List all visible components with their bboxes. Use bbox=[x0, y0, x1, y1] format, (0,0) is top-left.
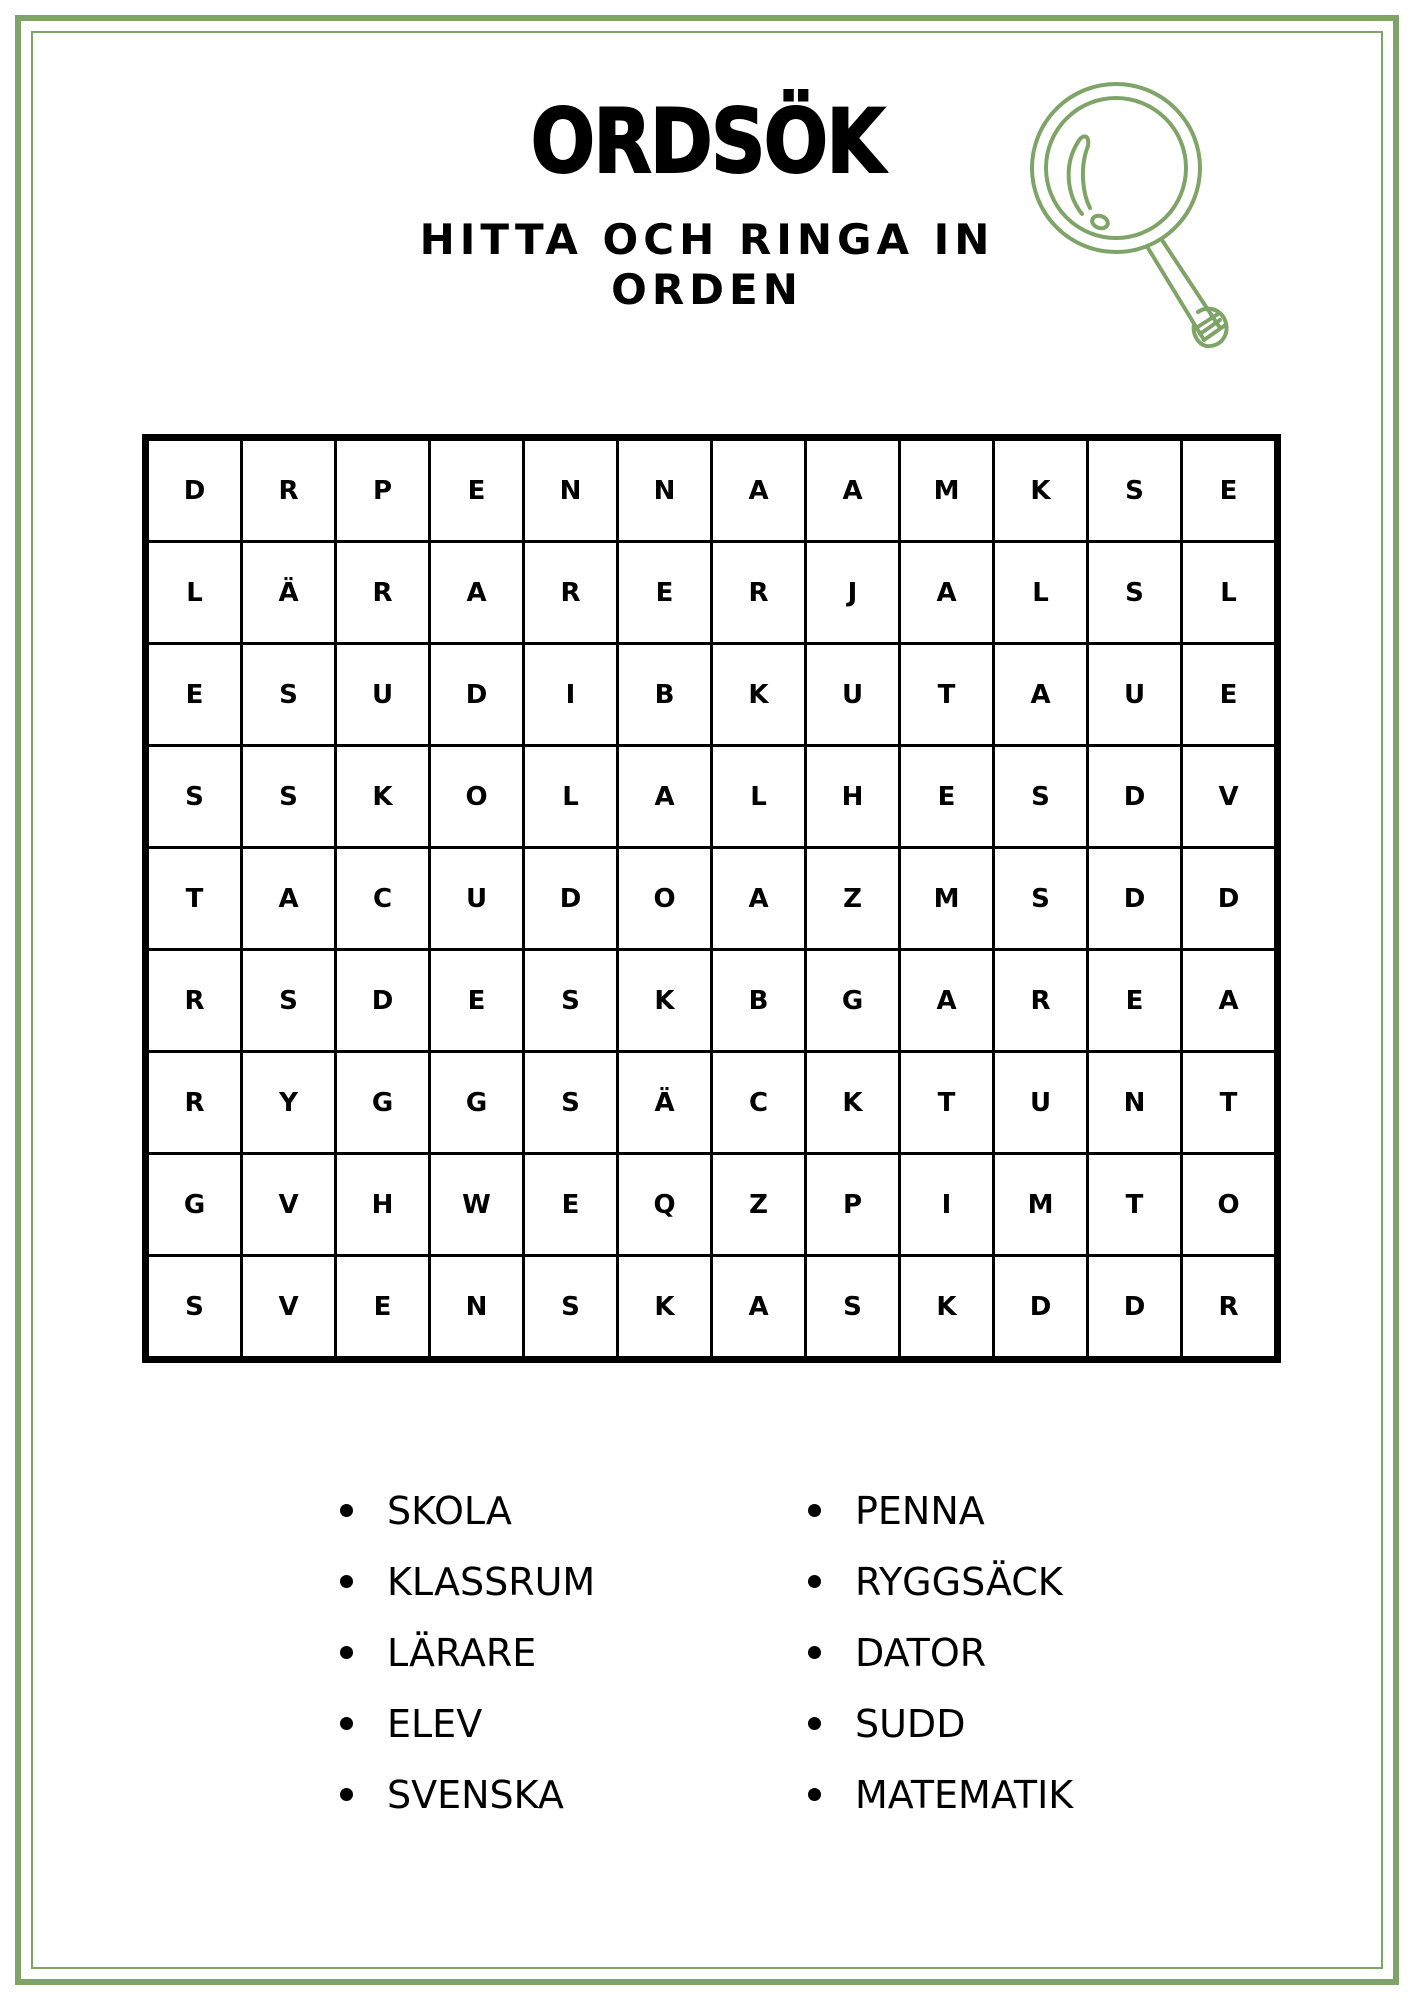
grid-cell[interactable]: H bbox=[337, 1155, 428, 1254]
grid-cell[interactable]: A bbox=[1183, 951, 1274, 1050]
grid-cell[interactable]: S bbox=[525, 951, 616, 1050]
grid-cell[interactable]: R bbox=[149, 1053, 240, 1152]
word-label: RYGGSÄCK bbox=[855, 1559, 1063, 1604]
grid-cell[interactable]: A bbox=[995, 645, 1086, 744]
grid-cell[interactable]: L bbox=[995, 543, 1086, 642]
grid-cell[interactable]: R bbox=[995, 951, 1086, 1050]
grid-cell[interactable]: E bbox=[619, 543, 710, 642]
bullet-icon bbox=[340, 1646, 353, 1659]
bullet-icon bbox=[808, 1788, 821, 1801]
grid-cell[interactable]: T bbox=[1089, 1155, 1180, 1254]
bullet-icon bbox=[340, 1717, 353, 1730]
grid-cell[interactable]: Z bbox=[713, 1155, 804, 1254]
bullet-icon bbox=[340, 1575, 353, 1588]
page-title: ORDSÖK bbox=[530, 90, 884, 193]
grid-cell[interactable]: T bbox=[1183, 1053, 1274, 1152]
bullet-icon bbox=[340, 1788, 353, 1801]
grid-cell[interactable]: E bbox=[431, 951, 522, 1050]
grid-cell[interactable]: L bbox=[525, 747, 616, 846]
grid-cell[interactable]: I bbox=[901, 1155, 992, 1254]
grid-cell[interactable]: G bbox=[337, 1053, 428, 1152]
magnifying-glass-icon bbox=[1020, 72, 1240, 362]
word-label: SUDD bbox=[855, 1701, 966, 1746]
grid-cell[interactable]: N bbox=[431, 1257, 522, 1356]
word-list-item bbox=[808, 1475, 1073, 1546]
grid-cell[interactable]: R bbox=[1183, 1257, 1274, 1356]
grid-cell[interactable]: I bbox=[525, 645, 616, 744]
grid-cell[interactable]: S bbox=[525, 1053, 616, 1152]
grid-cell[interactable]: Y bbox=[243, 1053, 334, 1152]
grid-cell[interactable]: B bbox=[619, 645, 710, 744]
grid-cell[interactable]: U bbox=[431, 849, 522, 948]
grid-cell[interactable]: T bbox=[901, 1053, 992, 1152]
bullet-icon bbox=[808, 1575, 821, 1588]
word-list-item bbox=[340, 1475, 595, 1546]
grid-cell[interactable]: P bbox=[807, 1155, 898, 1254]
grid-cell[interactable]: D bbox=[1183, 849, 1274, 948]
grid-cell[interactable]: G bbox=[807, 951, 898, 1050]
grid-cell[interactable]: E bbox=[149, 645, 240, 744]
grid-cell[interactable]: E bbox=[1183, 645, 1274, 744]
grid-cell[interactable]: B bbox=[713, 951, 804, 1050]
grid-cell[interactable]: K bbox=[901, 1257, 992, 1356]
grid-cell[interactable]: A bbox=[713, 849, 804, 948]
grid-cell[interactable]: M bbox=[901, 441, 992, 540]
grid-cell[interactable]: J bbox=[807, 543, 898, 642]
grid-cell[interactable]: D bbox=[1089, 1257, 1180, 1356]
grid-cell[interactable]: K bbox=[619, 951, 710, 1050]
bullet-icon bbox=[808, 1504, 821, 1517]
grid-cell[interactable]: G bbox=[149, 1155, 240, 1254]
word-list-item bbox=[340, 1617, 595, 1688]
grid-cell[interactable]: R bbox=[525, 543, 616, 642]
grid-cell[interactable]: D bbox=[525, 849, 616, 948]
grid-cell[interactable]: A bbox=[807, 441, 898, 540]
word-label: LÄRARE bbox=[387, 1630, 537, 1675]
grid-cell[interactable]: O bbox=[619, 849, 710, 948]
grid-cell[interactable]: A bbox=[243, 849, 334, 948]
word-label: SKOLA bbox=[387, 1488, 512, 1533]
grid-cell[interactable]: K bbox=[619, 1257, 710, 1356]
grid-cell[interactable]: S bbox=[525, 1257, 616, 1356]
grid-cell[interactable]: L bbox=[1183, 543, 1274, 642]
word-label: DATOR bbox=[855, 1630, 987, 1675]
grid-cell[interactable]: Ä bbox=[619, 1053, 710, 1152]
grid-cell[interactable]: R bbox=[243, 441, 334, 540]
grid-cell[interactable]: E bbox=[337, 1257, 428, 1356]
grid-cell[interactable]: U bbox=[995, 1053, 1086, 1152]
word-list-item bbox=[808, 1759, 1073, 1830]
grid-cell[interactable]: C bbox=[713, 1053, 804, 1152]
grid-cell[interactable]: S bbox=[243, 747, 334, 846]
word-list-item bbox=[808, 1546, 1073, 1617]
grid-cell[interactable]: D bbox=[1089, 849, 1180, 948]
word-list-item bbox=[340, 1688, 595, 1759]
grid-cell[interactable]: E bbox=[1089, 951, 1180, 1050]
grid-cell[interactable]: D bbox=[337, 951, 428, 1050]
grid-cell[interactable]: U bbox=[1089, 645, 1180, 744]
grid-cell[interactable]: A bbox=[901, 543, 992, 642]
grid-cell[interactable]: K bbox=[995, 441, 1086, 540]
grid-cell[interactable]: K bbox=[337, 747, 428, 846]
grid-cell[interactable]: R bbox=[337, 543, 428, 642]
page-subtitle bbox=[407, 215, 1007, 315]
word-label: KLASSRUM bbox=[387, 1559, 596, 1604]
word-list-item bbox=[340, 1546, 595, 1617]
grid-cell[interactable]: S bbox=[807, 1257, 898, 1356]
grid-cell[interactable]: W bbox=[431, 1155, 522, 1254]
grid-cell[interactable]: D bbox=[995, 1257, 1086, 1356]
grid-cell[interactable]: M bbox=[901, 849, 992, 948]
word-list-item bbox=[808, 1688, 1073, 1759]
grid-cell[interactable]: P bbox=[337, 441, 428, 540]
grid-cell[interactable]: E bbox=[431, 441, 522, 540]
grid-cell[interactable]: T bbox=[901, 645, 992, 744]
grid-cell[interactable]: S bbox=[243, 951, 334, 1050]
grid-cell[interactable]: D bbox=[1089, 747, 1180, 846]
grid-cell[interactable]: S bbox=[243, 645, 334, 744]
bullet-icon bbox=[340, 1504, 353, 1517]
grid-cell[interactable]: E bbox=[901, 747, 992, 846]
grid-cell[interactable]: D bbox=[431, 645, 522, 744]
subtitle-line-2: ORDEN bbox=[611, 265, 803, 314]
grid-cell[interactable]: E bbox=[1183, 441, 1274, 540]
grid-cell[interactable]: E bbox=[525, 1155, 616, 1254]
grid-cell[interactable]: O bbox=[431, 747, 522, 846]
grid-cell[interactable]: L bbox=[149, 543, 240, 642]
grid-cell[interactable]: O bbox=[1183, 1155, 1274, 1254]
grid-cell[interactable]: N bbox=[525, 441, 616, 540]
grid-cell[interactable]: A bbox=[619, 747, 710, 846]
grid-cell[interactable]: R bbox=[713, 543, 804, 642]
grid-cell[interactable]: S bbox=[149, 747, 240, 846]
grid-cell[interactable]: L bbox=[713, 747, 804, 846]
word-search-grid bbox=[142, 434, 1281, 1363]
word-label: PENNA bbox=[855, 1488, 985, 1533]
grid-cell[interactable]: V bbox=[1183, 747, 1274, 846]
grid-cell[interactable]: S bbox=[1089, 441, 1180, 540]
grid-cell[interactable]: S bbox=[149, 1257, 240, 1356]
grid-cell[interactable]: G bbox=[431, 1053, 522, 1152]
grid-cell[interactable]: S bbox=[995, 849, 1086, 948]
grid-cell[interactable]: D bbox=[149, 441, 240, 540]
subtitle-line-1: HITTA OCH RINGA IN bbox=[419, 215, 995, 264]
grid-cell[interactable]: N bbox=[1089, 1053, 1180, 1152]
grid-cell[interactable]: U bbox=[807, 645, 898, 744]
grid-cell[interactable]: Ä bbox=[243, 543, 334, 642]
grid-cell[interactable]: M bbox=[995, 1155, 1086, 1254]
grid-cell[interactable]: K bbox=[807, 1053, 898, 1152]
grid-cell[interactable]: A bbox=[713, 441, 804, 540]
grid-cell[interactable]: H bbox=[807, 747, 898, 846]
word-label: MATEMATIK bbox=[855, 1772, 1074, 1817]
grid-cell[interactable]: R bbox=[149, 951, 240, 1050]
grid-cell[interactable]: Z bbox=[807, 849, 898, 948]
grid-cell[interactable]: V bbox=[243, 1257, 334, 1356]
word-list-right bbox=[808, 1475, 1073, 1830]
word-list-left bbox=[340, 1475, 595, 1830]
bullet-icon bbox=[808, 1717, 821, 1730]
grid-cell[interactable]: T bbox=[149, 849, 240, 948]
grid-cell[interactable]: U bbox=[337, 645, 428, 744]
grid-cell[interactable]: S bbox=[995, 747, 1086, 846]
grid-cell[interactable]: Q bbox=[619, 1155, 710, 1254]
grid-cell[interactable]: V bbox=[243, 1155, 334, 1254]
grid-cell[interactable]: A bbox=[713, 1257, 804, 1356]
word-label: SVENSKA bbox=[387, 1772, 564, 1817]
word-label: ELEV bbox=[387, 1701, 483, 1746]
word-list-item bbox=[340, 1759, 595, 1830]
grid-cell[interactable]: K bbox=[713, 645, 804, 744]
word-list-item bbox=[808, 1617, 1073, 1688]
grid-cell[interactable]: A bbox=[901, 951, 992, 1050]
grid-cell[interactable]: S bbox=[1089, 543, 1180, 642]
grid-cell[interactable]: A bbox=[431, 543, 522, 642]
bullet-icon bbox=[808, 1646, 821, 1659]
grid-cell[interactable]: C bbox=[337, 849, 428, 948]
grid-cell[interactable]: N bbox=[619, 441, 710, 540]
